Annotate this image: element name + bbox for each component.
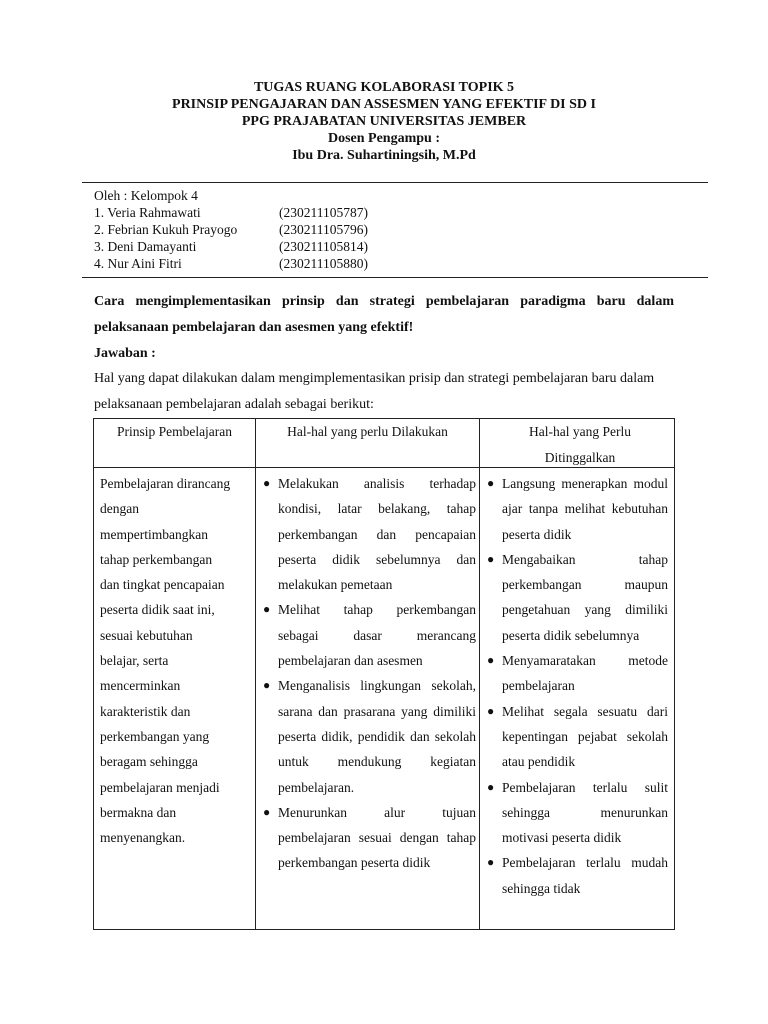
list-item (484, 648, 668, 699)
principle-line: sesuai kebutuhan (100, 627, 193, 643)
bullet-icon: ● (263, 678, 271, 693)
principle-line: peserta didik saat ini, (100, 602, 215, 618)
list-item (260, 800, 476, 876)
principle-line: Pembelajaran dirancang (100, 476, 231, 491)
question-text: Cara mengimplementasikan prinsip dan strategi pembelajaran paradigma baru dalam pelaksanaan pembelajaran dan asesmen yang efektif! (94, 294, 674, 335)
list-item (484, 547, 668, 648)
principle-cell (100, 471, 256, 850)
header-divider-bottom (82, 277, 708, 278)
list-item (484, 775, 668, 851)
principles-table (93, 418, 675, 930)
header-to-leave: Hal-hal yang Perlu Ditinggalkan (529, 424, 631, 465)
principle-line: dengan (100, 501, 139, 517)
bullet-icon: ● (487, 855, 495, 870)
document-header (0, 79, 768, 164)
assignment-title: TUGAS RUANG KOLABORASI TOPIK 5 (253, 80, 515, 95)
member-row (94, 238, 368, 255)
member-row (94, 204, 368, 221)
principle-line: mempertimbangkan (100, 526, 208, 542)
topic-title: PRINSIP PENGAJARAN DAN ASSESMEN YANG EFEKTIF DI SD I (172, 97, 596, 112)
bullet-icon: ● (487, 779, 495, 794)
member-id: (230211105787) (279, 205, 368, 220)
member-name: 3. Deni Damayanti (94, 239, 197, 254)
group-label: Oleh : Kelompok 4 (94, 188, 198, 203)
list-item-text: Menyamaratakan metode pembelajaran (502, 653, 668, 694)
principle-line: karakteristik dan (100, 703, 191, 719)
list-item-text: Melihat tahap perkembangan sebagai dasar merancang pembelajaran dan asesmen (278, 602, 476, 669)
bullet-icon: ● (263, 476, 271, 490)
member-row (94, 255, 368, 272)
list-item (260, 471, 476, 597)
header-principle: Prinsip Pembelajaran (116, 424, 233, 439)
list-item (260, 597, 476, 673)
bullet-icon: ● (487, 551, 495, 566)
principle-line: belajar, serta (100, 653, 169, 669)
list-item (484, 699, 668, 775)
member-id: (230211105880) (279, 256, 368, 271)
lecturer-label: Dosen Pengampu : (327, 131, 440, 146)
bullet-icon: ● (263, 602, 271, 617)
intro-text: Hal yang dapat dilakukan dalam mengimplementasikan prisip dan strategi pembelajaran baru dalam pelaksanaan pembelajaran adalah sebagai berikut: (94, 371, 655, 412)
group-members (94, 187, 368, 272)
list-item-text: Mengabaikan tahap perkembangan maupun pengetahuan yang dimiliki peserta didik sebelumnya (502, 551, 668, 643)
member-id: (230211105796) (279, 222, 368, 237)
to-leave-list (484, 471, 668, 901)
bullet-icon: ● (487, 653, 495, 668)
list-item-text: Melihat segala sesuatu dari kepentingan pejabat sekolah atau pendidik (502, 703, 668, 770)
member-name: 1. Veria Rahmawati (94, 205, 201, 220)
member-name: 2. Febrian Kukuh Prayogo (94, 222, 238, 237)
member-name: 4. Nur Aini Fitri (94, 256, 182, 271)
principle-line: pembelajaran menjadi (100, 779, 220, 795)
list-item-text: Melakukan analisis terhadap kondisi, latar belakang, tahap perkembangan dan pencapaian peserta didik sebelumnya dan melakukan pemetaan (278, 476, 476, 593)
list-item-text: Pembelajaran terlalu mudah sehingga tidak (502, 855, 668, 896)
answer-label: Jawaban : (94, 346, 156, 361)
principle-line: beragam sehingga (100, 754, 198, 770)
list-item-text: Pembelajaran terlalu sulit sehingga menurunkan motivasi peserta didik (502, 779, 668, 846)
institution: PPG PRAJABATAN UNIVERSITAS JEMBER (241, 114, 527, 129)
to-do-list (260, 471, 476, 876)
principle-line: dan tingkat pencapaian (100, 577, 225, 593)
list-item-text: Menganalisis lingkungan sekolah, sarana dan prasarana yang dimiliki peserta didik, pendidik dan sekolah untuk mendukung kegiatan pembelajaran. (278, 678, 476, 795)
list-item (484, 850, 668, 901)
lecturer-name: Ibu Dra. Suhartiningsih, M.Pd (292, 148, 476, 163)
bullet-icon: ● (487, 703, 495, 718)
principle-line: tahap perkembangan (100, 551, 213, 567)
bullet-icon: ● (263, 804, 271, 819)
principle-line: bermakna dan (100, 804, 177, 820)
member-row (94, 221, 368, 238)
list-item-text: Menurunkan alur tujuan pembelajaran sesuai dengan tahap perkembangan peserta didik (278, 804, 476, 871)
header-divider-top (82, 182, 708, 183)
list-item (484, 471, 668, 547)
principle-line: menyenangkan. (100, 830, 186, 846)
list-item (260, 673, 476, 799)
list-item-text: Langsung menerapkan modul ajar tanpa melihat kebutuhan peserta didik (502, 476, 668, 542)
header-to-do: Hal-hal yang perlu Dilakukan (287, 424, 448, 439)
member-id: (230211105814) (279, 239, 368, 254)
principle-line: mencerminkan (100, 678, 181, 694)
table-column-divider (479, 419, 480, 929)
principle-line: perkembangan yang (100, 728, 210, 744)
bullet-icon: ● (487, 476, 495, 490)
